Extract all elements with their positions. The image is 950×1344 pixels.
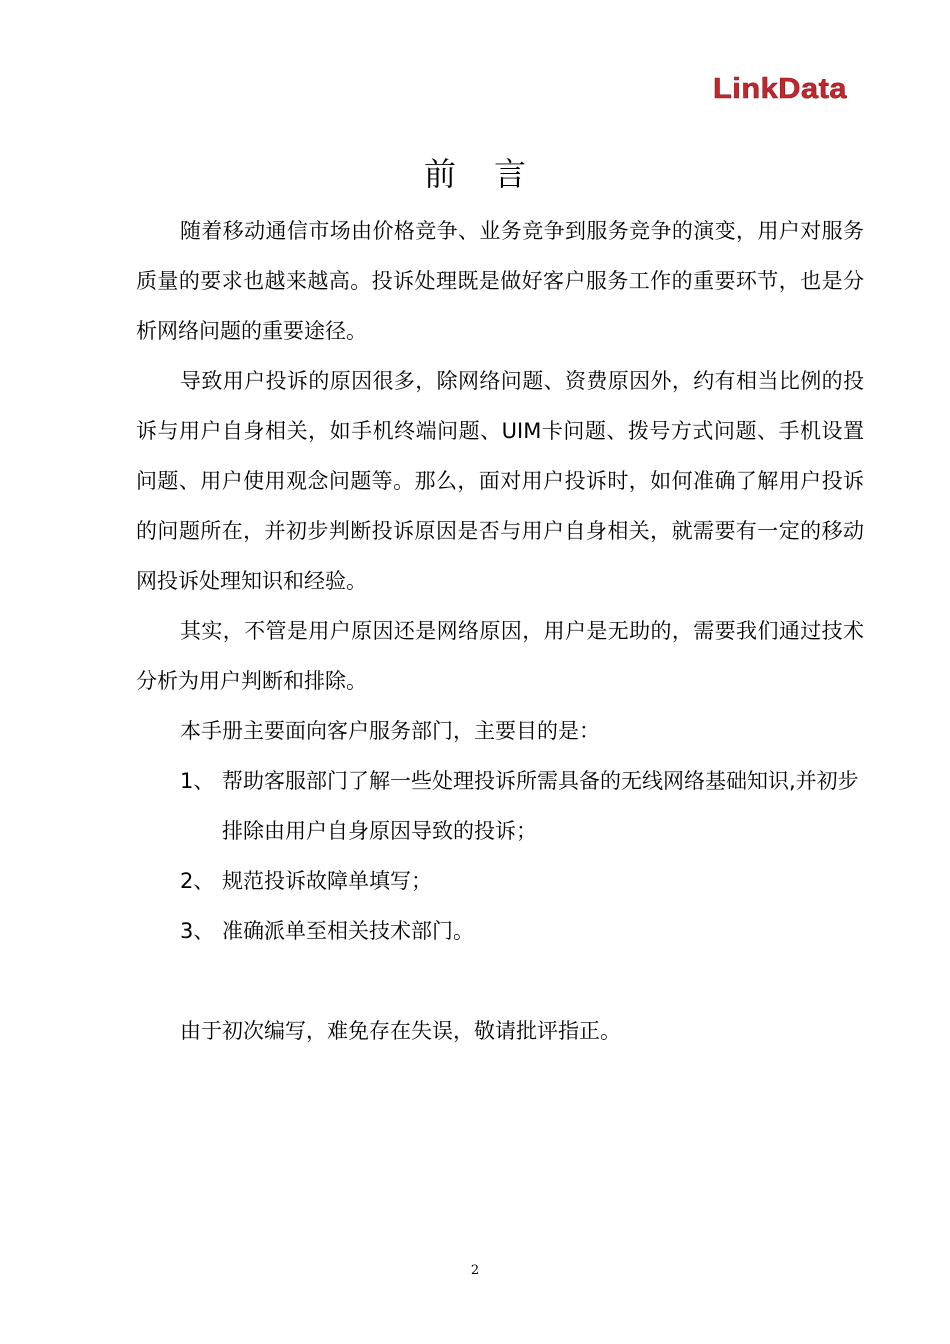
list-text: 准确派单至相关技术部门。 [222, 919, 474, 943]
list-item [136, 756, 864, 856]
paragraph: 随着移动通信市场由价格竞争、业务竞争到服务竞争的演变，用户对服务质量的要求也越来越高。投诉处理既是做好客户服务工作的重要环节，也是分析网络问题的重要途径。 [136, 219, 864, 343]
logo-wordmark [712, 68, 852, 108]
list-text: 帮助客服部门了解一些处理投诉所需具备的无线网络基础知识,并初步排除由用户自身原因导致的投诉； [222, 769, 859, 843]
document-body [136, 206, 864, 1056]
paragraph: 导致用户投诉的原因很多，除网络问题、资费原因外，约有相当比例的投诉与用户自身相关，如手机终端问题、UIM卡问题、拨号方式问题、手机设置问题、用户使用观念问题等。那么，面对用户投诉时，如何准确了解用户投诉的问题所在，并初步判断投诉原因是否与用户自身相关，就需要有一定的移动网投诉处理知识和经验。 [136, 369, 864, 593]
intro-line: 本手册主要面向客户服务部门，主要目的是： [180, 719, 600, 743]
list-number: 2、 [180, 869, 215, 893]
list-number: 1、 [180, 769, 215, 793]
paragraph: 其实，不管是用户原因还是网络原因，用户是无助的，需要我们通过技术分析为用户判断和排除。 [136, 619, 864, 693]
list-text: 规范投诉故障单填写； [222, 869, 432, 893]
linkdata-logo [712, 68, 852, 108]
list-item [136, 906, 864, 956]
page-number: 2 [470, 1263, 480, 1278]
page-title: 前言 [423, 155, 564, 193]
closing-line: 由于初次编写，难免存在失误，敬请批评指正。 [180, 1019, 621, 1043]
goals-list [136, 756, 864, 956]
spacer [136, 956, 864, 1006]
list-number: 3、 [180, 919, 215, 943]
list-item [136, 856, 864, 906]
logo-text: LinkData [713, 73, 848, 105]
